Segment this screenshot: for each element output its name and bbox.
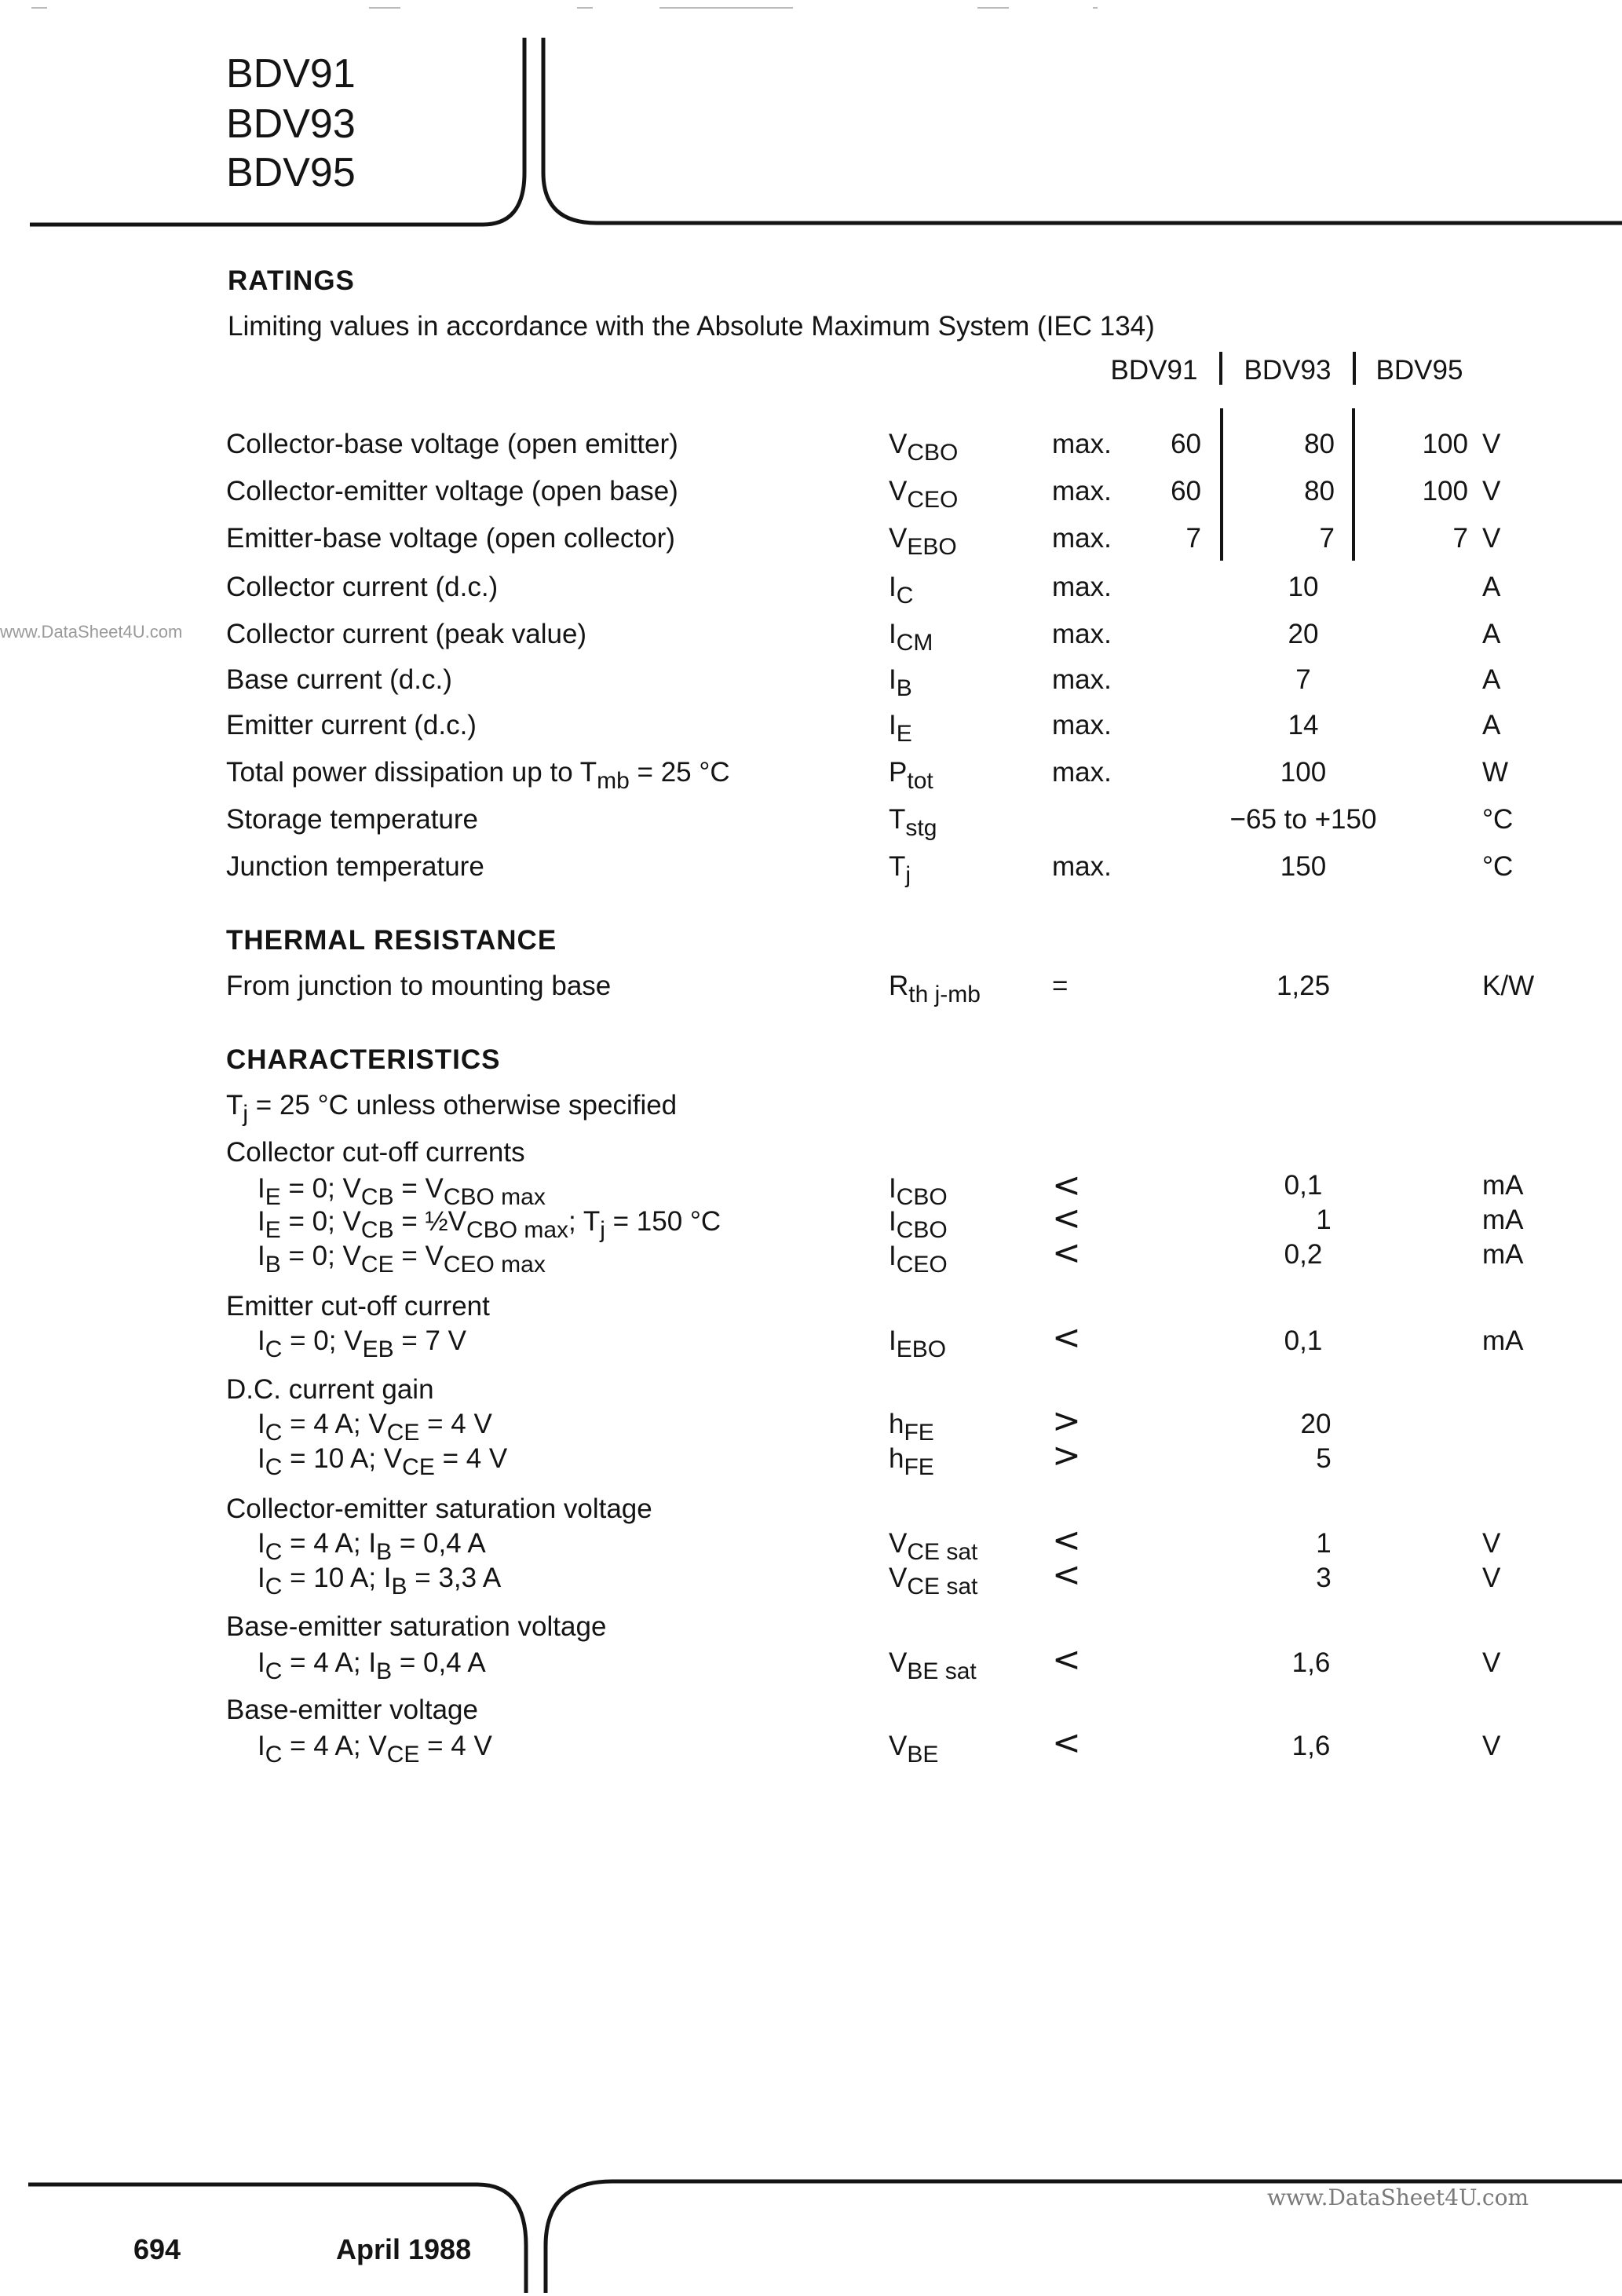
group-heading: Emitter cut-off current [226,1291,490,1322]
group-heading: Collector-emitter saturation voltage [226,1493,652,1524]
value-bdv93: 7 [1319,523,1335,554]
char-value: 0,2 [1284,1239,1323,1270]
char-value: 1 [1316,1205,1332,1235]
row-value: 150 [1280,851,1327,882]
comparator: < [1052,1520,1081,1560]
row-qualifier: max. [1052,619,1112,649]
row-unit: °C [1482,804,1514,835]
value-bdv93: 80 [1304,429,1335,459]
row-qualifier: max. [1052,664,1112,695]
row-unit: V [1482,429,1501,459]
row-unit: °C [1482,851,1514,882]
row-qualifier: max. [1052,851,1112,882]
char-symbol: $h_{FE}$ [889,1443,934,1480]
condition-text: $I_E = 0$; $V_{CB} = V_{CBO max}$ [258,1173,546,1210]
char-unit: V [1482,1647,1501,1678]
char-value: 5 [1316,1443,1332,1474]
row-qualifier: max. [1052,710,1112,740]
comparator: < [1052,1318,1081,1358]
char-unit: mA [1482,1239,1524,1270]
row-value: 1,25 [1276,971,1331,1001]
row-label: Collector-emitter voltage (open base) [226,476,678,506]
column-header: BDV95 [1375,355,1463,386]
row-value: 10 [1288,572,1319,602]
value-bdv95: 7 [1452,523,1468,554]
value-bdv91: 60 [1171,429,1201,459]
row-value: 20 [1288,619,1319,649]
char-symbol: $V_{CE sat}$ [889,1528,978,1565]
char-unit: V [1482,1528,1501,1559]
row-label: Collector-base voltage (open emitter) [226,429,678,459]
char-value: 0,1 [1284,1325,1323,1356]
row-label: Collector current (peak value) [226,619,587,649]
group-heading: Base-emitter voltage [226,1695,478,1725]
row-symbol: $I_E$ [889,710,912,747]
char-symbol: $I_{EBO}$ [889,1325,947,1362]
group-heading: Collector cut-off currents [226,1137,525,1168]
char-value: 1,6 [1291,1647,1331,1678]
row-qualifier: max. [1052,523,1112,554]
row-symbol: $I_C$ [889,572,914,609]
column-header: BDV91 [1110,355,1198,386]
value-bdv95: 100 [1422,476,1468,506]
column-header: BDV93 [1244,355,1332,386]
watermark-bottom: www.DataSheet4U.com [1267,2184,1529,2210]
row-unit: A [1482,619,1501,649]
row-symbol: $T_j$ [889,851,911,888]
char-unit: mA [1482,1170,1524,1201]
row-unit: V [1482,476,1501,506]
char-unit: V [1482,1563,1501,1593]
condition-text: $I_C = 10$ A; $I_B = 3,3$ A [258,1563,502,1600]
ratings-title: RATINGS [228,265,355,296]
ratings-subtitle: Limiting values in accordance with the Absolute Maximum System (IEC 134) [228,311,1155,342]
row-label: Junction temperature [226,851,484,882]
comparator: < [1052,1233,1081,1273]
char-symbol: $V_{BE sat}$ [889,1647,977,1684]
row-unit: A [1482,664,1501,695]
comparator: > [1052,1401,1081,1441]
condition-text: $I_C = 10$ A; $V_{CE} = 4$ V [258,1443,508,1480]
comparator: > [1052,1435,1081,1475]
char-symbol: $h_{FE}$ [889,1409,934,1446]
row-qualifier: max. [1052,757,1112,788]
char-value: 1,6 [1291,1731,1331,1761]
thermal-title: THERMAL RESISTANCE [226,925,557,956]
comparator: < [1052,1198,1081,1238]
row-label: Base current (d.c.) [226,664,452,695]
row-qualifier: max. [1052,476,1112,506]
characteristics-condition: $T_j = 25$ °C unless otherwise specified [226,1090,678,1127]
char-unit: mA [1482,1205,1524,1235]
value-bdv93: 80 [1304,476,1335,506]
row-value: 7 [1295,664,1311,695]
char-value: 3 [1316,1563,1332,1593]
row-unit: V [1482,523,1501,554]
char-unit: mA [1482,1325,1524,1356]
row-label: Collector current (d.c.) [226,572,499,602]
row-qualifier: max. [1052,429,1112,459]
row-value: −65 to +150 [1229,804,1377,835]
condition-text: $I_B = 0$; $V_{CE} = V_{CEO max}$ [258,1241,546,1278]
row-symbol: $P_{tot}$ [889,757,933,794]
row-symbol: $I_B$ [889,664,912,701]
row-value: 14 [1288,710,1319,740]
row-label: Emitter current (d.c.) [226,710,477,740]
comparator: < [1052,1165,1081,1205]
row-symbol: $I_{CM}$ [889,619,933,656]
page-number: 694 [133,2233,181,2265]
part-number: BDV93 [226,101,356,147]
row-unit: A [1482,572,1501,602]
char-symbol: $I_{CBO}$ [889,1206,948,1243]
row-unit: A [1482,710,1501,740]
row-value: 100 [1280,757,1327,788]
part-number: BDV95 [226,150,356,196]
watermark-left: www.DataSheet4U.com [0,622,183,642]
condition-text: $I_C = 0$; $V_{EB} = 7$ V [258,1325,467,1362]
characteristics-title: CHARACTERISTICS [226,1044,501,1075]
value-bdv95: 100 [1422,429,1468,459]
char-value: 0,1 [1284,1170,1323,1201]
row-label: From junction to mounting base [226,971,612,1001]
condition-text: $I_C = 4$ A; $I_B = 0,4$ A [258,1528,486,1565]
row-label: Total power dissipation up to $T_{mb} = 25$ °C [226,757,730,794]
row-label: Emitter-base voltage (open collector) [226,523,675,554]
row-symbol: $T_{stg}$ [889,804,937,841]
comparator: < [1052,1555,1081,1595]
condition-text: $I_C = 4$ A; $V_{CE} = 4$ V [258,1731,492,1768]
char-symbol: $V_{BE}$ [889,1731,939,1768]
value-bdv91: 60 [1171,476,1201,506]
char-symbol: $I_{CEO}$ [889,1241,948,1278]
row-unit: W [1482,757,1509,788]
row-symbol: $R_{th j-mb}$ [889,971,981,1007]
condition-text: $I_C = 4$ A; $V_{CE} = 4$ V [258,1409,492,1446]
char-symbol: $I_{CBO}$ [889,1173,948,1210]
row-unit: K/W [1482,971,1535,1001]
char-unit: V [1482,1731,1501,1761]
char-value: 20 [1300,1409,1332,1439]
part-number: BDV91 [226,51,356,97]
row-label: Storage temperature [226,804,479,835]
value-bdv91: 7 [1185,523,1201,554]
condition-text: $I_E = 0$; $V_{CB}$ = $\frac{1}{2}V_{CBO max}$; $T_j = 150$ °C [258,1206,721,1243]
publication-date: April 1988 [336,2233,472,2265]
char-value: 1 [1316,1528,1332,1559]
condition-text: $I_C = 4$ A; $I_B = 0,4$ A [258,1647,486,1684]
group-heading: D.C. current gain [226,1374,434,1405]
comparator: < [1052,1723,1081,1763]
row-symbol: $V_{CBO}$ [889,429,959,466]
group-heading: Base-emitter saturation voltage [226,1611,607,1642]
row-qualifier: = [1052,971,1069,1001]
row-qualifier: max. [1052,572,1112,602]
row-symbol: $V_{EBO}$ [889,523,957,560]
char-symbol: $V_{CE sat}$ [889,1563,978,1600]
row-symbol: $V_{CEO}$ [889,476,959,513]
comparator: < [1052,1640,1081,1680]
